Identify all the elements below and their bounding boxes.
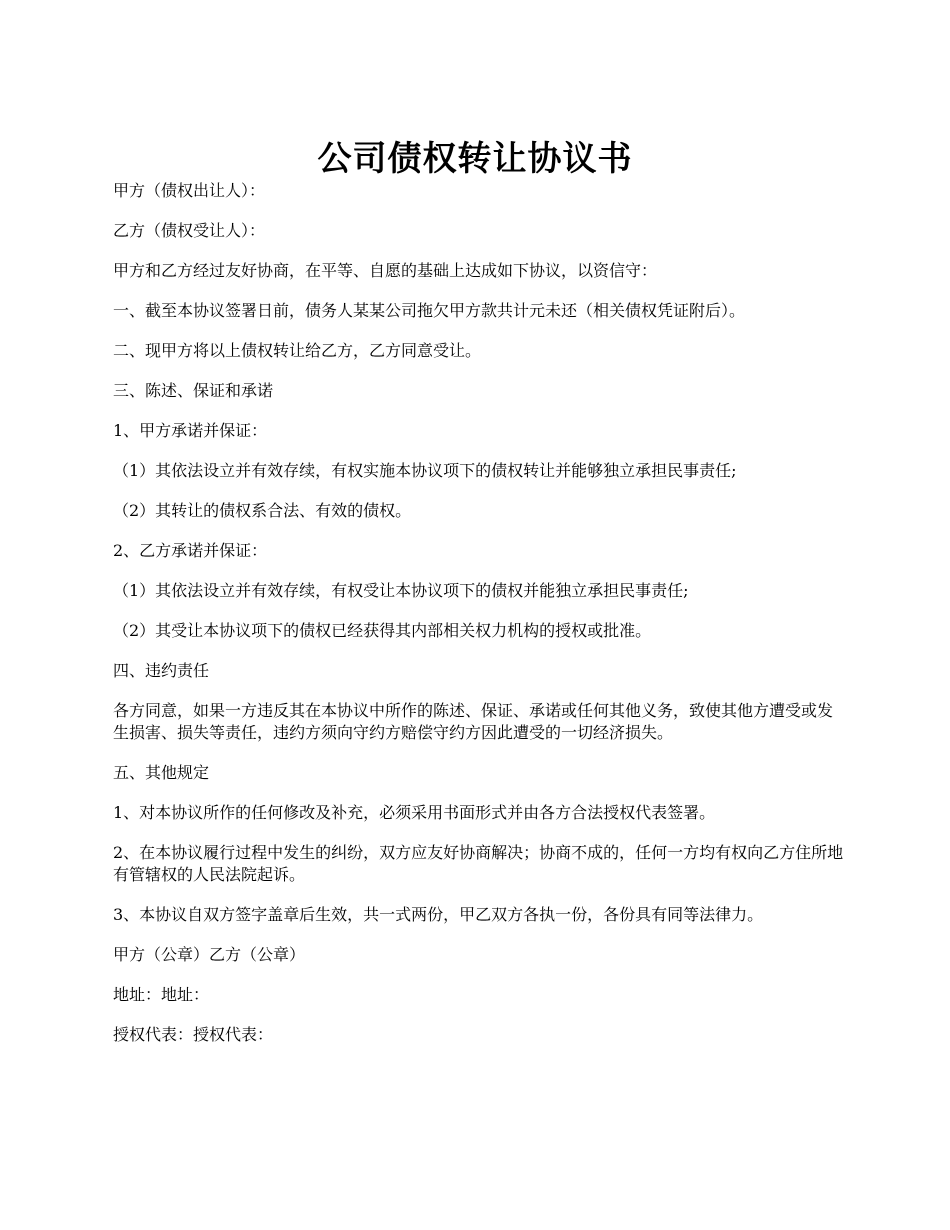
party-a-warranty-1: （1）其依法设立并有效存续，有权实施本协议项下的债权转让并能够独立承担民事责任; bbox=[113, 461, 737, 480]
agreement-intro: 甲方和乙方经过友好协商，在平等、自愿的基础上达成如下协议，以资信守： bbox=[113, 261, 658, 280]
party-a-warranty-2: （2）其转让的债权系合法、有效的债权。 bbox=[113, 501, 412, 520]
seal-line: 甲方（公章）乙方（公章） bbox=[113, 945, 306, 964]
breach-liability-text: 各方同意，如果一方违反其在本协议中所作的陈述、保证、承诺或任何其他义务，致使其他方遭受或发生损害、损失等责任，违约方须向守约方赔偿守约方因此遭受的一切经济损失。 bbox=[113, 701, 834, 742]
clause-2: 二、现甲方将以上债权转让给乙方，乙方同意受让。 bbox=[113, 341, 482, 360]
authorized-rep-line: 授权代表：授权代表： bbox=[113, 1025, 274, 1044]
party-a-line: 甲方（债权出让人）： bbox=[113, 181, 266, 200]
party-b-warranty-2: （2）其受让本协议项下的债权已经获得其内部相关权力机构的授权或批准。 bbox=[113, 621, 652, 640]
document-title: 公司债权转让协议书 bbox=[317, 138, 633, 179]
party-b-line: 乙方（债权受让人）： bbox=[113, 221, 266, 240]
party-b-warranty-heading: 2、乙方承诺并保证： bbox=[113, 541, 268, 560]
party-b-warranty-1: （1）其依法设立并有效存续，有权受让本协议项下的债权并能独立承担民事责任; bbox=[113, 581, 689, 600]
section-4-heading: 四、违约责任 bbox=[113, 661, 210, 680]
section-3-heading: 三、陈述、保证和承诺 bbox=[113, 381, 274, 400]
section-5-heading: 五、其他规定 bbox=[113, 763, 210, 782]
party-a-warranty-heading: 1、甲方承诺并保证： bbox=[113, 421, 268, 440]
address-line: 地址：地址： bbox=[113, 985, 210, 1004]
other-provision-1: 1、对本协议所作的任何修改及补充，必须采用书面形式并由各方合法授权代表签署。 bbox=[113, 803, 716, 822]
other-provision-2: 2、在本协议履行过程中发生的纠纷，双方应友好协商解决；协商不成的，任何一方均有权向乙方住所地有管辖权的人民法院起诉。 bbox=[113, 843, 844, 884]
clause-1: 一、截至本协议签署日前，债务人某某公司拖欠甲方款共计元未还（相关债权凭证附后）。 bbox=[113, 301, 746, 320]
other-provision-3: 3、本协议自双方签字盖章后生效，共一式两份，甲乙双方各执一份，各份具有同等法律力。 bbox=[113, 905, 764, 924]
document-body bbox=[113, 180, 848, 1064]
